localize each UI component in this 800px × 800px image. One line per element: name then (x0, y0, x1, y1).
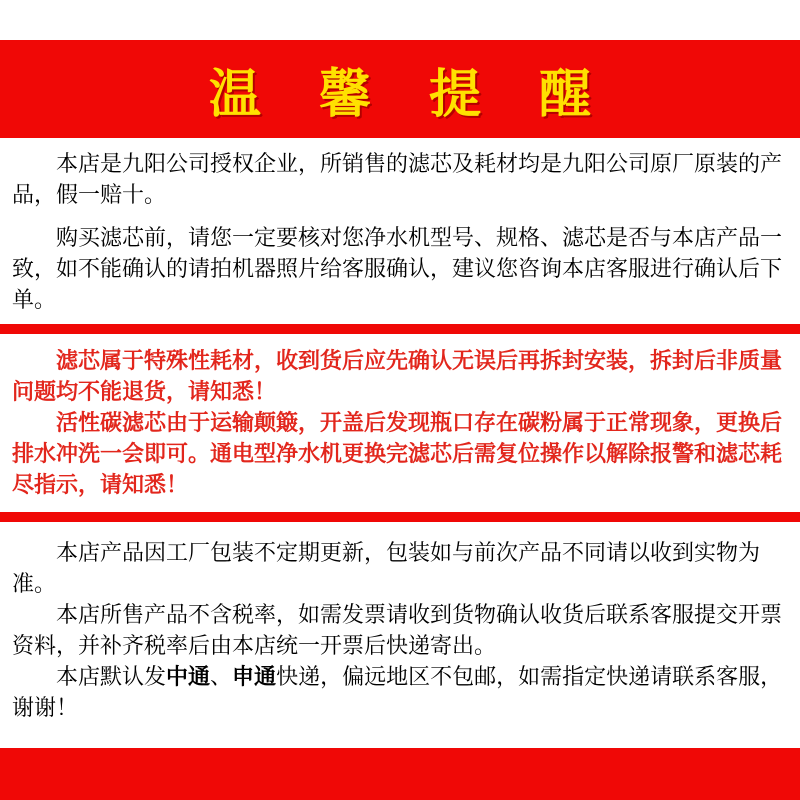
bottom-bar (0, 748, 800, 800)
authorization-notice (12, 149, 788, 316)
warning-notice (12, 346, 788, 501)
invoice-paragraph: 本店所售产品不含税率，如需发票请收到货物确认收货后联系客服提交开票资料，并补齐税率后由本店统一开票后快递寄出。 (12, 603, 783, 659)
courier-paragraph (12, 662, 788, 724)
no-return-paragraph: 滤芯属于特殊性耗材，收到货后应先确认无误后再拆封安装，拆封后非质量问题均不能退货，请知悉！ (12, 349, 783, 405)
courier-separator: 、 (210, 665, 233, 690)
courier-sto: 申通 (232, 665, 277, 690)
authorization-paragraph: 本店是九阳公司授权企业，所销售的滤芯及耗材均是九阳公司原厂原装的产品，假一赔十。 (12, 152, 783, 208)
courier-suffix: 快递，偏远地区不包邮，如需指定快递请联系客服，谢谢！ (12, 665, 783, 721)
packaging-paragraph: 本店产品因工厂包装不定期更新，包装如与前次产品不同请以收到实物为准。 (12, 541, 761, 597)
carbon-filter-paragraph: 活性碳滤芯由于运输颠簸，开盖后发现瓶口存在碳粉属于正常现象，更换后排水冲洗一会即可。通电型净水机更换完滤芯后需复位操作以解除报警和滤芯耗尽指示，请知悉！ (12, 411, 783, 498)
verify-model-paragraph: 购买滤芯前，请您一定要核对您净水机型号、规格、滤芯是否与本店产品一致，如不能确认的请拍机器照片给客服确认，建议您咨询本店客服进行确认后下单。 (12, 226, 783, 313)
shipping-notice (12, 538, 788, 724)
top-band (0, 0, 800, 40)
page-title: 温 馨 提 醒 (208, 64, 612, 125)
courier-prefix: 本店默认发 (56, 665, 167, 690)
title-banner (0, 40, 800, 138)
courier-zto: 中通 (166, 665, 211, 690)
divider-2 (0, 512, 800, 522)
divider-1 (0, 324, 800, 334)
